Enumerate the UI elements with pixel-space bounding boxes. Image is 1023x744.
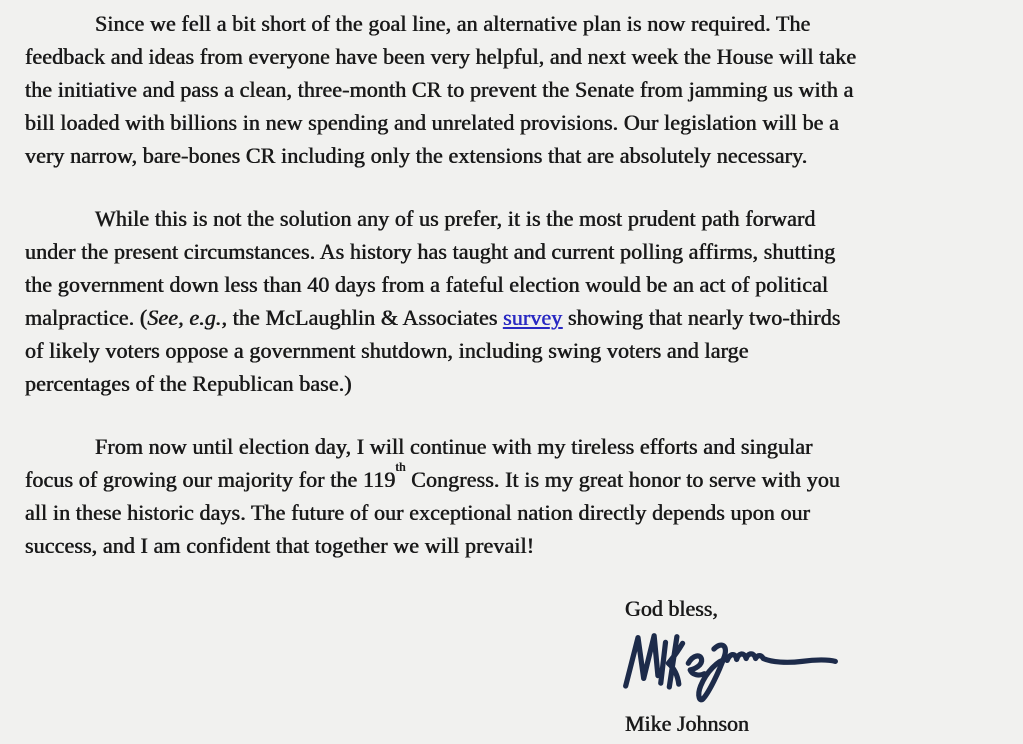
text-run: focus of growing our majority for the 119 (25, 467, 396, 492)
text-run: Since we fell a bit short of the goal line, an alternative plan is now required. The (95, 11, 811, 36)
text-run: of likely voters oppose a government shutdown, including swing voters and large (25, 338, 749, 363)
italic-citation: See, e.g., (147, 305, 228, 330)
letter-line (25, 202, 1013, 235)
letter-body (25, 7, 1013, 562)
signature-stroke-mik (626, 636, 683, 687)
paragraph (25, 7, 1013, 172)
letter-line (25, 458, 1013, 496)
letter-line (25, 7, 1013, 40)
signed-name: Mike Johnson (625, 711, 750, 736)
paragraph (25, 430, 1013, 562)
text-run: malpractice. ( (25, 305, 148, 330)
text-run: Congress. It is my great honor to serve with you (405, 467, 841, 492)
text-run: the McLaughlin & Associates (227, 305, 504, 330)
closing-block (625, 592, 1013, 740)
text-run: From now until election day, I will continue with my tireless efforts and singular (95, 434, 813, 459)
text-run: feedback and ideas from everyone have been very helpful, and next week the House will take (25, 44, 857, 69)
letter-line (25, 334, 1013, 367)
text-run: showing that nearly two-thirds (562, 305, 841, 330)
letter-line (25, 367, 1013, 400)
text-run: very narrow, bare-bones CR including only the extensions that are absolutely necessary. (25, 143, 808, 168)
letter-line (25, 496, 1013, 529)
survey-link[interactable]: survey (503, 305, 563, 330)
signature-stroke-tail (727, 654, 835, 662)
text-run: percentages of the Republican base.) (25, 371, 352, 396)
text-run: success, and I am confident that together we will prevail! (25, 533, 535, 558)
letter-line (25, 268, 1013, 301)
letter-line (25, 235, 1013, 268)
letter-line (25, 139, 1013, 172)
ordinal-superscript: th (395, 458, 406, 474)
letter-line (25, 529, 1013, 562)
text-run: the government down less than 40 days from a fateful election would be an act of political (25, 272, 829, 297)
text-run: bill loaded with billions in new spending and unrelated provisions. Our legislation will be a (25, 110, 840, 135)
signature-stroke-loop (688, 645, 727, 700)
letter-line (25, 301, 1013, 334)
text-run: the initiative and pass a clean, three-month CR to prevent the Senate from jamming us with a (25, 77, 854, 102)
paragraph (25, 202, 1013, 400)
letter-line (25, 73, 1013, 106)
letter-line (25, 106, 1013, 139)
closing-salutation: God bless, (625, 596, 718, 621)
text-run: under the present circumstances. As history has taught and current polling affirms, shutting (25, 239, 836, 264)
letter-line (25, 40, 1013, 73)
text-run: While this is not the solution any of us prefer, it is the most prudent path forward (95, 206, 816, 231)
mike-johnson-signature (613, 631, 848, 705)
text-run: all in these historic days. The future of our exceptional nation directly depends upon our (25, 500, 811, 525)
letter-line (25, 430, 1013, 463)
